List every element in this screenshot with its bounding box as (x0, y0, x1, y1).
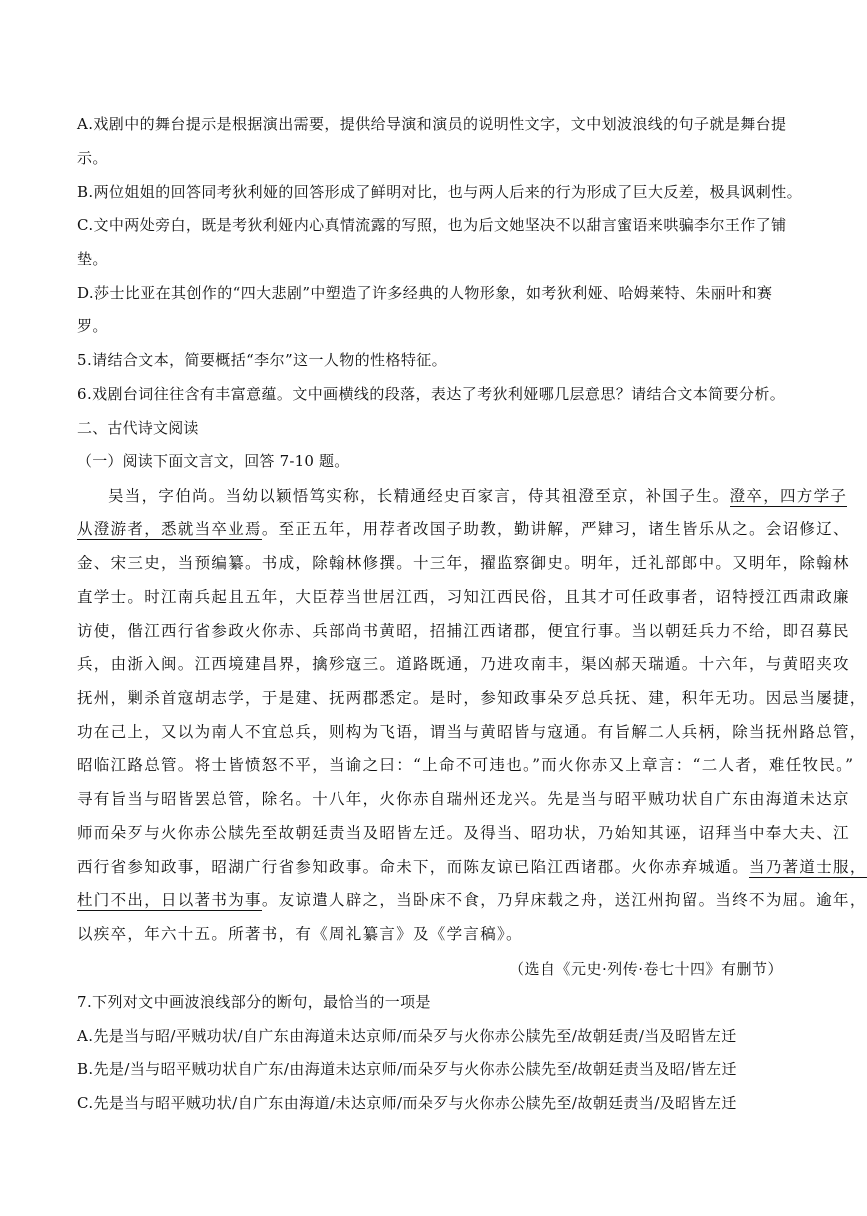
q4-option-d-line-1: D.莎士比亚在其创作的“四大悲剧”中塑造了许多经典的人物形象，如考狄利娅、哈姆莱特、朱丽叶和赛 (77, 284, 773, 302)
underlined-text: 从澄游者，悉就当卒业焉 (77, 520, 262, 538)
subsection-heading: （一）阅读下面文言文，回答 7-10 题。 (77, 452, 350, 470)
passage-line-12 (77, 855, 867, 877)
question-6: 6.戏剧台词往往含有丰富意蕴。文中画横线的段落，表达了考狄利娅哪几层意思？请结合文本简要分析。 (77, 385, 786, 403)
q4-option-a-line-2: 示。 (77, 149, 108, 167)
passage-line-10: 寻有旨当与昭皆罢总管，除名。十八年，火你赤自瑞州还龙兴。先是当与昭平贼功状自广东由海道未达京 (77, 790, 850, 808)
passage-line-9: 昭临江路总管。将士皆愤怒不平，当谕之曰：“上命不可违也。”而火你赤又上章言：“二人者，难任牧民。” (77, 756, 855, 774)
q4-option-c-line-1: C.文中两处旁白，既是考狄利娅内心真情流露的写照，也为后文她坚决不以甜言蜜语来哄骗李尔王作了铺 (77, 216, 787, 234)
question-5: 5.请结合文本，简要概括“李尔”这一人物的性格特征。 (77, 351, 448, 369)
q4-option-b: B.两位姐姐的回答同考狄利娅的回答形成了鲜明对比，也与两人后来的行为形成了巨大反差，极具讽刺性。 (77, 183, 802, 201)
passage-text: 吴当，字伯尚。当幼以颖悟笃实称，长精通经史百家言，侍其祖澄至京，补国子生。 (108, 487, 730, 505)
passage-line-8: 功在己上，又以为南人不宜总兵，则构为飞语，谓当与黄昭皆与寇通。有旨解二人兵柄，除当抚州路总管， (77, 723, 867, 741)
passage-text: 西行省参知政事，昭湖广行省参知政事。命未下，而陈友谅已陷江西诸郡。火你赤弃城遁。 (77, 858, 750, 876)
passage-line-3: 金、宋三史，当预编纂。书成，除翰林修撰。十三年，擢监察御史。明年，迁礼部郎中。又明年，除翰林 (77, 554, 850, 572)
q7-option-a: A.先是当与昭/平贼功状/自广东由海道未达京师/而朵歹与火你赤公牍先至/故朝廷责/当及昭皆左迁 (77, 1027, 737, 1045)
q7-option-c: C.先是当与昭平贼功状/自广东由海道/未达京师/而朵歹与火你赤公牍先至/故朝廷责当/及昭皆左迁 (77, 1094, 737, 1112)
underlined-text: 当乃著道士服， (749, 858, 867, 876)
passage-text: 。友谅遣人辟之，当卧床不食，乃舁床载之舟，送江州拘留。当终不为屈。逾年， (261, 891, 867, 909)
q7-option-b: B.先是/当与昭平贼功状自广东/由海道未达京师/而朵歹与火你赤公牍先至/故朝廷责当及昭/皆左迁 (77, 1060, 737, 1078)
q4-option-c-line-2: 垫。 (77, 250, 108, 268)
passage-line-14: 以疾卒，年六十五。所著书，有《周礼纂言》及《学言稿》。 (77, 925, 523, 943)
q4-option-d-line-2: 罗。 (77, 317, 108, 335)
passage-line-4: 直学士。时江南兵起且五年，大臣荐当世居江西，习知江西民俗，且其才可任政事者，诏特授江西肃政廉 (77, 588, 850, 606)
passage-line-2 (77, 517, 850, 539)
source-citation: （选自《元史·列传·卷七十四》有删节） (508, 960, 783, 978)
question-7-stem: 7.下列对文中画波浪线部分的断句，最恰当的一项是 (77, 993, 431, 1011)
passage-line-6: 兵，由浙入闽。江西境建昌界，擒殄寇三。道路既通，乃进攻南丰，渠凶郝天瑞遁。十六年，与黄昭夹攻 (77, 655, 850, 673)
underlined-text: 澄卒，四方学子 (729, 487, 848, 505)
passage-line-13 (77, 888, 867, 910)
section-heading: 二、古代诗文阅读 (77, 419, 199, 437)
underlined-text: 杜门不出，日以著书为事 (77, 891, 262, 909)
passage-line-7: 抚州，剿杀首寇胡志学，于是建、抚两郡悉定。是时，参知政事朵歹总兵抚、建，积年无功。因忌当屡捷， (77, 689, 867, 707)
passage-line-11: 师而朵歹与火你赤公牍先至故朝廷责当及昭皆左迁。及得当、昭功状，乃始知其诬，诏拜当中奉大夫、江 (77, 824, 850, 842)
passage-line-5: 访使，偕江西行省参政火你赤、兵部尚书黄昭，招捕江西诸郡，便宜行事。当以朝廷兵力不给，即召募民 (77, 622, 850, 640)
q4-option-a-line-1: A.戏剧中的舞台提示是根据演出需要，提供给导演和演员的说明性文字，文中划波浪线的句子就是舞台提 (77, 115, 787, 133)
passage-line-1 (77, 484, 848, 506)
passage-text: 。至正五年，用荐者改国子助教，勤讲解，严肄习，诸生皆乐从之。会诏修辽、 (261, 520, 850, 538)
